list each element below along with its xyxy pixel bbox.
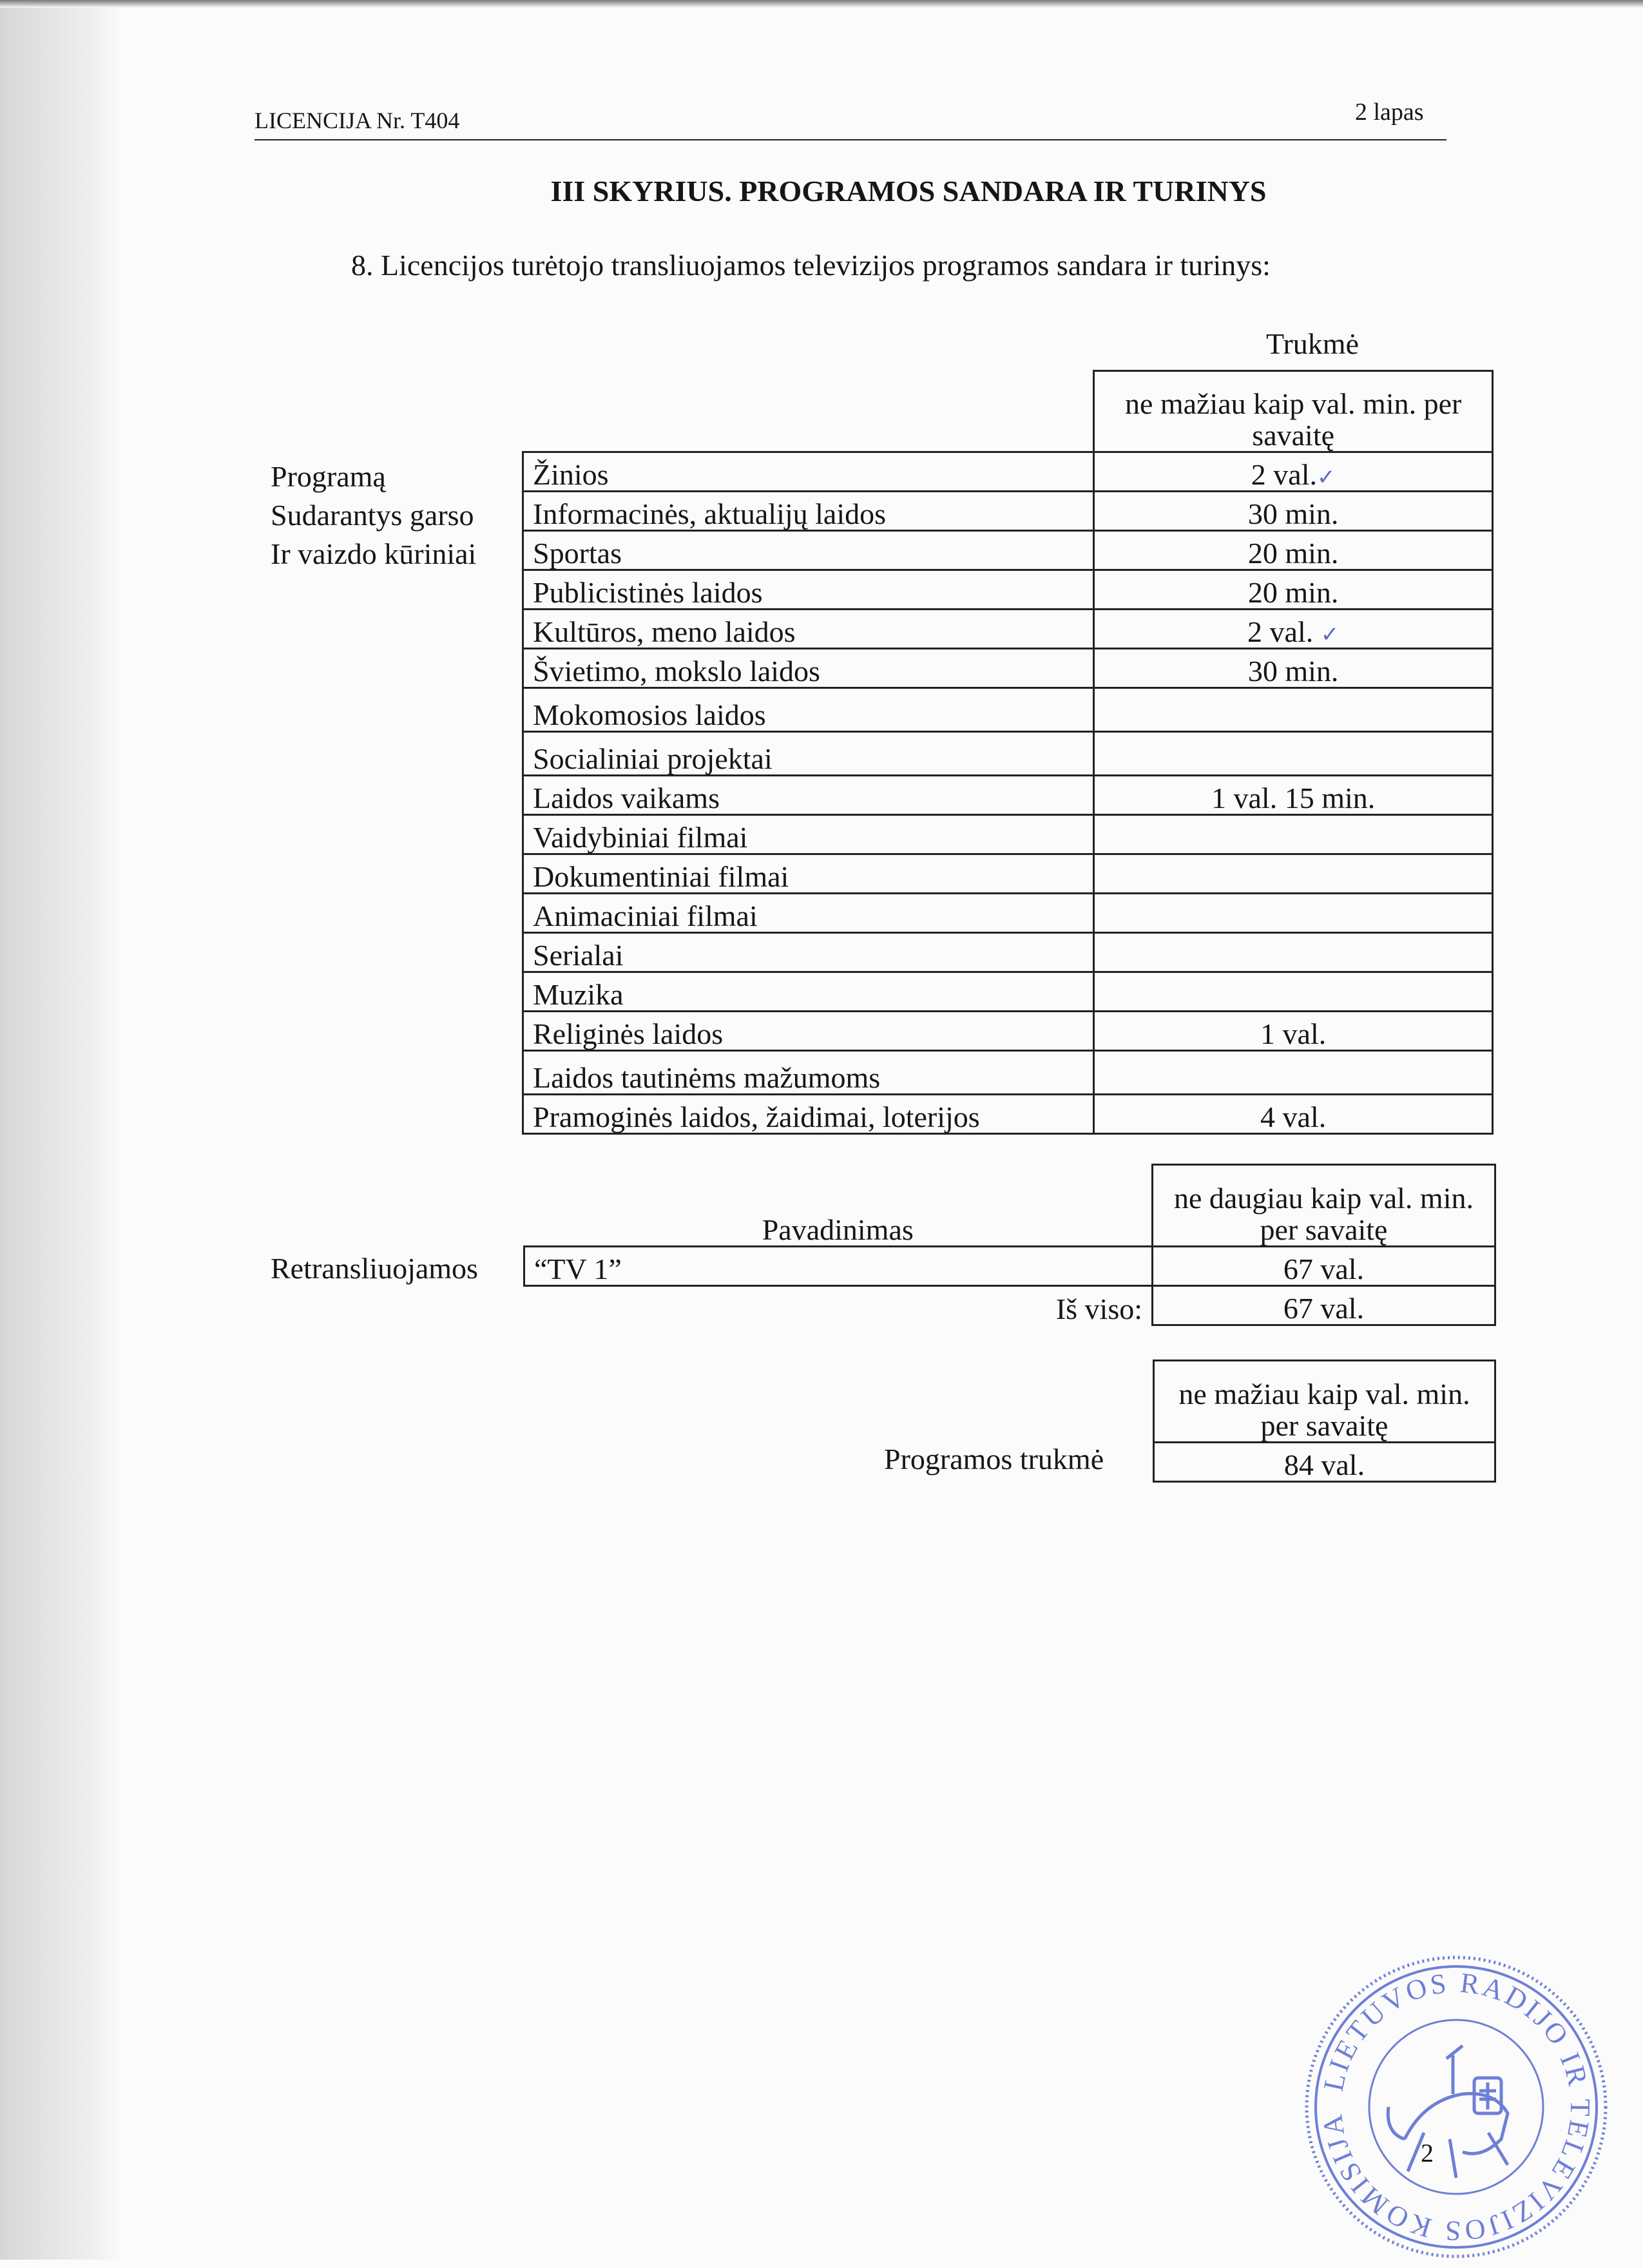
table-row — [523, 452, 1493, 492]
stamp-outer-ring — [1307, 1957, 1606, 2256]
category-cell: Žinios — [523, 452, 1094, 492]
category-cell: Publicistinės laidos — [523, 570, 1094, 610]
commission-stamp — [1295, 1946, 1617, 2268]
duration-cell — [1094, 815, 1493, 854]
table-row — [523, 732, 1493, 776]
category-cell: Informacinės, aktualijų laidos — [523, 492, 1094, 531]
table-row — [524, 1247, 1495, 1286]
check-mark-icon: ✓ — [1317, 464, 1336, 490]
category-cell: Socialiniai projektai — [523, 732, 1094, 776]
table-row — [523, 972, 1493, 1012]
stamp-text: LIETUVOS RADIJO IR TELEVIZIJOS KOMISIJA — [1316, 1966, 1597, 2247]
duration-cell — [1094, 452, 1493, 492]
license-number: LICENCIJA Nr. T404 — [255, 108, 460, 133]
table-row — [523, 688, 1493, 732]
duration-value: 2 val. — [1247, 615, 1314, 648]
table-row — [523, 1051, 1493, 1095]
table-row — [523, 610, 1493, 649]
header-rule — [255, 139, 1446, 140]
table-row — [523, 492, 1493, 531]
duration-cell: 30 min. — [1094, 492, 1493, 531]
table-row — [523, 531, 1493, 570]
category-cell: Dokumentiniai filmai — [523, 854, 1094, 894]
knight-emblem-icon — [1388, 2046, 1508, 2178]
category-cell: Muzika — [523, 972, 1094, 1012]
chapter-title: III SKYRIUS. PROGRAMOS SANDARA IR TURINYS — [550, 175, 1267, 207]
duration-cell: 4 val. — [1094, 1095, 1493, 1134]
duration-cell — [1094, 933, 1493, 972]
content-side-label — [271, 457, 476, 573]
retransmission-header-row — [524, 1165, 1495, 1247]
retransmission-table — [523, 1164, 1496, 1326]
table-row — [523, 1095, 1493, 1134]
category-cell: Kultūros, meno laidos — [523, 610, 1094, 649]
table-row — [523, 933, 1493, 972]
page-label: 2 lapas — [1355, 99, 1424, 126]
category-cell: Laidos vaikams — [523, 776, 1094, 815]
content-table — [522, 370, 1494, 1135]
value-heading: ne daugiau kaip val. min. per savaitę — [1153, 1165, 1495, 1247]
table-row — [523, 815, 1493, 854]
category-cell: Švietimo, mokslo laidos — [523, 649, 1094, 688]
side-label-line: Ir vaizdo kūriniai — [271, 537, 477, 570]
duration-cell: 20 min. — [1094, 570, 1493, 610]
table-row — [523, 854, 1493, 894]
channel-value-cell: 67 val. — [1153, 1247, 1495, 1286]
content-table-header-row — [523, 371, 1493, 452]
table-row — [1154, 1443, 1495, 1482]
duration-cell: 30 min. — [1094, 649, 1493, 688]
side-label-line: Sudarantys garso — [271, 498, 474, 532]
check-mark-icon: ✓ — [1320, 621, 1340, 648]
table-row — [523, 570, 1493, 610]
category-cell: Vaidybiniai filmai — [523, 815, 1094, 854]
total-label: Iš viso: — [524, 1286, 1153, 1325]
duration-cell: 1 val. — [1094, 1012, 1493, 1051]
total-row — [524, 1286, 1495, 1325]
duration-cell — [1094, 732, 1493, 776]
category-cell: Laidos tautinėms mažumoms — [523, 1051, 1094, 1095]
program-duration-value: 84 val. — [1154, 1443, 1495, 1482]
program-duration-table — [1153, 1360, 1496, 1483]
program-duration-heading: ne mažiau kaip val. min. per savaitę — [1154, 1361, 1495, 1443]
program-duration-label: Programos trukmė — [884, 1443, 1104, 1475]
duration-cell — [1094, 610, 1493, 649]
table-row — [523, 1012, 1493, 1051]
scan-shadow — [0, 0, 122, 2260]
duration-cell — [1094, 688, 1493, 732]
duration-heading: Trukmė — [1266, 327, 1359, 360]
program-duration-header-row — [1154, 1361, 1495, 1443]
channel-name-cell: “TV 1” — [524, 1247, 1153, 1286]
empty-header-cell — [523, 371, 1094, 452]
category-cell: Religinės laidos — [523, 1012, 1094, 1051]
duration-value: 2 val. — [1251, 457, 1317, 491]
table-row — [523, 894, 1493, 933]
column-heading: ne mažiau kaip val. min. per savaitę — [1094, 371, 1493, 452]
category-cell: Serialai — [523, 933, 1094, 972]
name-heading: Pavadinimas — [524, 1165, 1153, 1247]
retransmission-label: Retransliuojamos — [271, 1252, 478, 1285]
duration-cell — [1094, 854, 1493, 894]
duration-cell — [1094, 972, 1493, 1012]
category-cell: Mokomosios laidos — [523, 688, 1094, 732]
scan-top-edge — [0, 0, 1643, 8]
table-row — [523, 649, 1493, 688]
table-row — [523, 776, 1493, 815]
duration-cell — [1094, 1051, 1493, 1095]
stamp-number: 2 — [1421, 2138, 1434, 2167]
duration-cell: 1 val. 15 min. — [1094, 776, 1493, 815]
duration-cell: 20 min. — [1094, 531, 1493, 570]
category-cell: Pramoginės laidos, žaidimai, loterijos — [523, 1095, 1094, 1134]
category-cell: Sportas — [523, 531, 1094, 570]
category-cell: Animaciniai filmai — [523, 894, 1094, 933]
stamp-inner-ring — [1369, 2020, 1543, 2194]
duration-cell — [1094, 894, 1493, 933]
side-label-line: Programą — [271, 460, 386, 493]
total-value: 67 val. — [1153, 1286, 1495, 1325]
intro-paragraph: 8. Licencijos turėtojo transliuojamos televizijos programos sandara ir turinys: — [351, 249, 1271, 282]
